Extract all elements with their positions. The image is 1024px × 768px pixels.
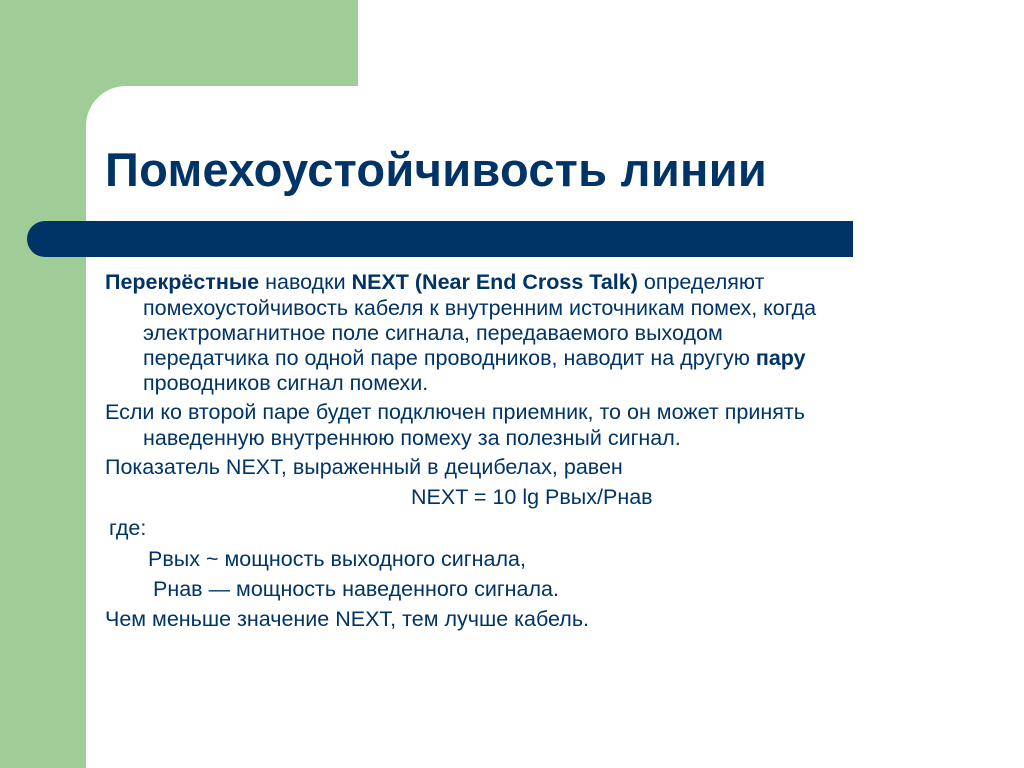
definition-pind: Рнав — мощность наведенного сигнала.: [153, 577, 559, 601]
text-fragment: передатчика по одной паре проводников, наводит на другую: [143, 346, 756, 370]
paragraph-next-line-1: [105, 269, 764, 295]
formula: NEXT = 10 lg Рвых/Рнав: [411, 485, 653, 509]
title-underline-bar: [27, 221, 853, 257]
paragraph-next-line-4: [143, 345, 806, 371]
bold-term-pair: пару: [755, 346, 806, 370]
conclusion-text: Чем меньше значение NEXT, тем лучше кабель.: [105, 607, 589, 631]
paragraph-next-definition: Показатель NEXT, выраженный в децибелах, равен: [105, 455, 623, 479]
definition-pout: Рвых ~ мощность выходного сигнала,: [148, 547, 526, 571]
text-fragment: наводки: [259, 270, 352, 294]
bold-term-next: NEXT (Near End Cross Talk): [351, 270, 638, 294]
text-fragment: определяют: [637, 270, 765, 294]
paragraph-next-line-3: электромагнитное поле сигнала, передаваемого выходом: [143, 321, 723, 345]
paragraph-receiver-line-2: наведенную внутреннюю помеху за полезный сигнал.: [143, 426, 681, 450]
paragraph-next-line-5: проводников сигнал помехи.: [143, 371, 429, 395]
where-label: где:: [109, 516, 147, 540]
slide-title: Помехоустойчивость линии: [105, 143, 768, 196]
paragraph-next-line-2: помехоустойчивость кабеля к внутренним источникам помех, когда: [143, 296, 817, 320]
paragraph-receiver-line-1: Если ко второй паре будет подключен приемник, то он может принять: [105, 400, 805, 424]
bold-term-crosstalk: Перекрёстные: [105, 270, 260, 294]
